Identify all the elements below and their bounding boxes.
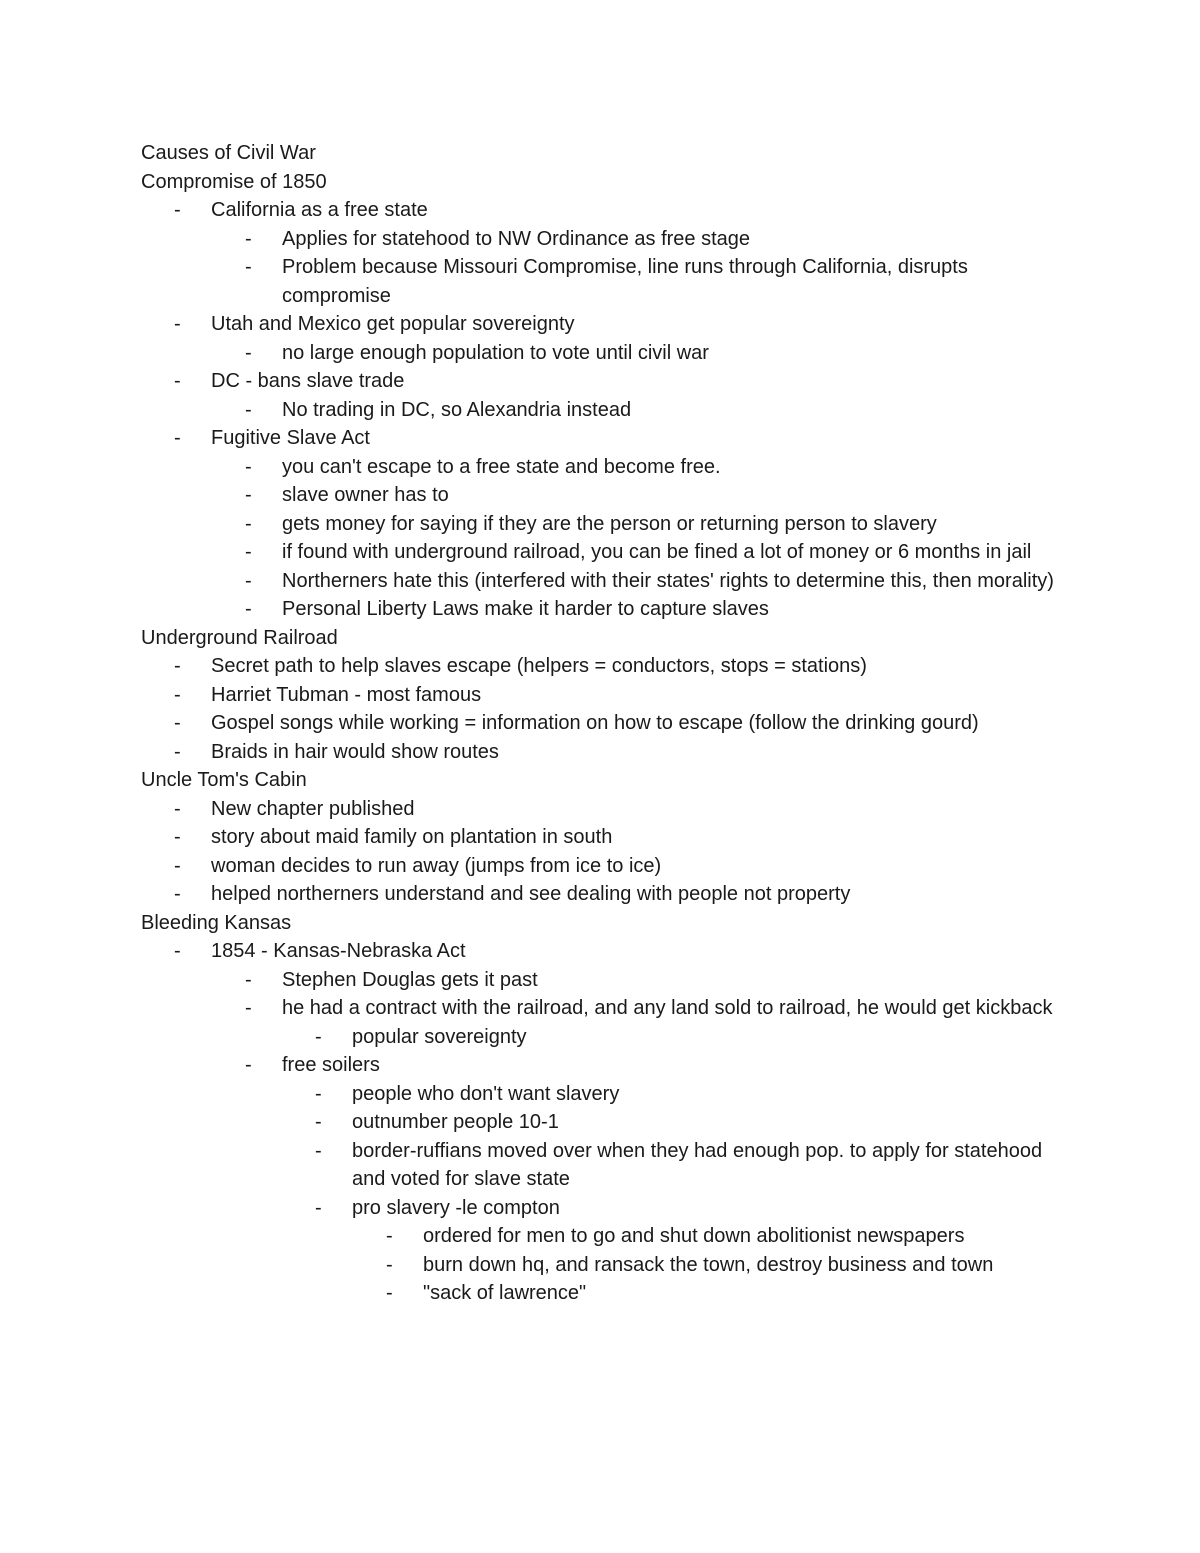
list-item [141,880,1071,909]
list-item-text: gets money for saying if they are the person or returning person to slavery [282,512,937,535]
list-item [141,1251,1071,1280]
list-item-text: free soilers [282,1054,380,1076]
list-item [141,567,1071,596]
bullet: - [174,655,181,677]
list-item-text: California as a free state [211,199,428,221]
list-item-text: border-ruffians moved over when they had enough pop. to apply for statehood and voted for slave state [352,1139,1043,1190]
bullet: - [174,826,181,848]
bullet: - [245,484,252,506]
bullet: - [174,712,181,734]
list-item-text: burn down hq, and ransack the town, destroy business and town [423,1253,994,1276]
bullet: - [245,256,252,278]
list-item-text: New chapter published [211,797,415,820]
list-item [141,481,1071,510]
bullet: - [386,1253,393,1276]
bullet: - [315,1025,322,1048]
section-heading-compromise: Compromise of 1850 [141,170,327,193]
list-item-text: "sack of lawrence" [423,1282,587,1304]
list-item-text: 1854 - Kansas-Nebraska Act [211,940,466,962]
list-item-text: Applies for statehood to NW Ordinance as free stage [282,227,751,250]
bullet: - [245,997,252,1019]
list-item-text: Stephen Douglas gets it past [282,968,538,991]
list-item-text: Secret path to help slaves escape (helpers = conductors, stops = stations) [211,655,867,677]
list-item [141,339,1071,368]
bullet: - [174,854,181,877]
bullet: - [245,227,252,250]
list-item-text: Problem because Missouri Compromise, line runs through California, disrupts compromise [282,256,968,307]
list-item-text: Utah and Mexico get popular sovereignty [211,313,575,335]
bullet: - [174,940,181,962]
list-item [141,852,1071,881]
bullet: - [315,1196,322,1219]
list-item [141,538,1071,567]
list-item [141,396,1071,425]
list-item-text: he had a contract with the railroad, and any land sold to railroad, he would get kickback [282,997,1053,1019]
bullet: - [315,1139,322,1162]
bullet: - [174,797,181,820]
bullet: - [174,683,181,706]
section-heading-kansas: Bleeding Kansas [141,911,292,934]
bullet: - [245,512,252,535]
list-item [141,595,1071,624]
list-item [141,310,1071,339]
bullet: - [245,1054,252,1076]
bullet: - [245,541,252,563]
bullet: - [386,1282,393,1304]
list-item [141,994,1071,1023]
list-item [141,937,1071,966]
list-item-text: Fugitive Slave Act [211,427,370,449]
bullet: - [174,883,181,905]
list-item [141,424,1071,453]
list-item [141,1279,1071,1308]
list-item [141,510,1071,539]
list-item [141,367,1071,396]
bullet: - [386,1225,393,1247]
list-item [141,1080,1071,1109]
list-item [141,1108,1071,1137]
list-item-text: pro slavery -le compton [352,1196,560,1219]
list-item [141,253,1071,310]
bullet: - [174,313,181,335]
list-item-text: outnumber people 10-1 [352,1111,559,1133]
list-item [141,1222,1071,1251]
section-heading-underground: Underground Railroad [141,626,338,649]
bullet: - [245,598,252,620]
list-item-text: No trading in DC, so Alexandria instead [282,398,632,421]
list-item [141,1137,1071,1194]
list-item [141,225,1071,254]
bullet: - [174,740,181,763]
list-item [141,709,1071,738]
bullet: - [245,569,252,592]
list-item [141,1194,1071,1223]
list-item [141,196,1071,225]
bullet: - [315,1082,322,1105]
list-item-text: you can't escape to a free state and become free. [282,455,721,478]
list-item [141,823,1071,852]
list-item-text: woman decides to run away (jumps from ice to ice) [211,854,662,877]
bullet: - [245,455,252,478]
section-heading-uncle-tom: Uncle Tom's Cabin [141,769,307,791]
bullet: - [174,427,181,449]
list-item-text: Harriet Tubman - most famous [211,683,482,706]
bullet: - [174,370,181,392]
bullet: - [245,968,252,991]
list-item-text: Braids in hair would show routes [211,740,499,763]
list-item-text: if found with underground railroad, you can be fined a lot of money or 6 months in jail [282,541,1032,563]
list-item [141,453,1071,482]
list-item [141,1051,1071,1080]
list-item [141,795,1071,824]
list-item-text: Northerners hate this (interfered with their states' rights to determine this, then morality) [282,569,1054,592]
list-item-text: people who don't want slavery [352,1082,620,1105]
list-item-text: no large enough population to vote until civil war [282,341,709,364]
bullet: - [315,1111,322,1133]
list-item-text: Personal Liberty Laws make it harder to capture slaves [282,598,769,620]
bullet: - [174,199,181,221]
list-item [141,1023,1071,1052]
list-item-text: ordered for men to go and shut down abolitionist newspapers [423,1225,965,1247]
list-item [141,652,1071,681]
document-body [141,139,1071,1308]
document-title: Causes of Civil War [141,142,316,164]
list-item-text: DC - bans slave trade [211,370,405,392]
bullet: - [245,398,252,421]
list-item-text: helped northerners understand and see dealing with people not property [211,883,851,905]
list-item [141,966,1071,995]
list-item [141,738,1071,767]
list-item-text: Gospel songs while working = information on how to escape (follow the drinking gourd) [211,712,979,734]
list-item-text: slave owner has to [282,484,449,506]
list-item-text: story about maid family on plantation in south [211,826,613,848]
bullet: - [245,341,252,364]
list-item [141,681,1071,710]
list-item-text: popular sovereignty [352,1025,527,1048]
